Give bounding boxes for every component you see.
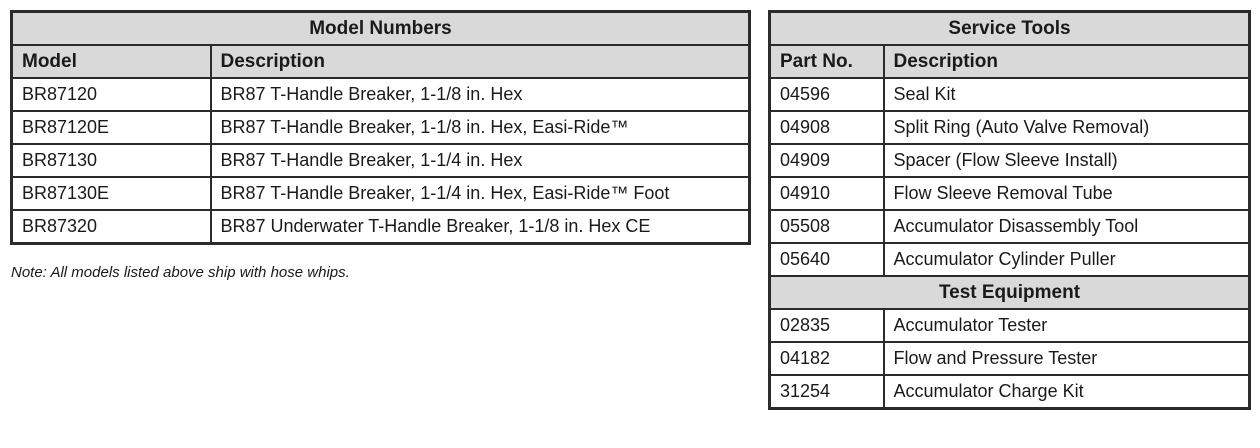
test-equipment-title-row [770, 276, 1250, 309]
part-no-cell: 04596 [770, 78, 884, 111]
description-cell: BR87 T-Handle Breaker, 1-1/4 in. Hex, Easi-Ride™ Foot [211, 177, 750, 210]
part-no-cell: 04909 [770, 144, 884, 177]
description-column-header: Description [884, 45, 1250, 78]
table-row [770, 243, 1250, 276]
description-cell: Flow and Pressure Tester [884, 342, 1250, 375]
model-cell: BR87120E [12, 111, 211, 144]
description-column-header: Description [211, 45, 750, 78]
description-cell: Flow Sleeve Removal Tube [884, 177, 1250, 210]
description-cell: Accumulator Tester [884, 309, 1250, 342]
part-no-cell: 02835 [770, 309, 884, 342]
table-row [12, 78, 750, 111]
service-tools-header-row [770, 45, 1250, 78]
part-no-cell: 31254 [770, 375, 884, 409]
description-cell: BR87 T-Handle Breaker, 1-1/4 in. Hex [211, 144, 750, 177]
description-cell: Split Ring (Auto Valve Removal) [884, 111, 1250, 144]
table-row [770, 78, 1250, 111]
table-row [12, 144, 750, 177]
service-tools-title: Service Tools [770, 12, 1250, 46]
model-numbers-header-row [12, 45, 750, 78]
part-no-cell: 04910 [770, 177, 884, 210]
description-cell: BR87 Underwater T-Handle Breaker, 1-1/8 in. Hex CE [211, 210, 750, 244]
description-cell: Accumulator Disassembly Tool [884, 210, 1250, 243]
model-numbers-title: Model Numbers [12, 12, 750, 46]
description-cell: Accumulator Charge Kit [884, 375, 1250, 409]
service-tools-title-row [770, 12, 1250, 46]
description-cell: Seal Kit [884, 78, 1250, 111]
table-row [12, 111, 750, 144]
part-no-cell: 05508 [770, 210, 884, 243]
test-equipment-title: Test Equipment [770, 276, 1250, 309]
table-row [12, 210, 750, 244]
table-row [770, 309, 1250, 342]
model-cell: BR87130E [12, 177, 211, 210]
description-cell: Accumulator Cylinder Puller [884, 243, 1250, 276]
description-cell: BR87 T-Handle Breaker, 1-1/8 in. Hex, Easi-Ride™ [211, 111, 750, 144]
part-no-column-header: Part No. [770, 45, 884, 78]
model-column-header: Model [12, 45, 211, 78]
part-no-cell: 04908 [770, 111, 884, 144]
table-row [12, 177, 750, 210]
model-numbers-table [10, 10, 751, 245]
description-cell: BR87 T-Handle Breaker, 1-1/8 in. Hex [211, 78, 750, 111]
model-numbers-title-row [12, 12, 750, 46]
service-tools-table [768, 10, 1251, 410]
table-row [770, 210, 1250, 243]
table-row [770, 144, 1250, 177]
table-row [770, 177, 1250, 210]
description-cell: Spacer (Flow Sleeve Install) [884, 144, 1250, 177]
model-cell: BR87130 [12, 144, 211, 177]
table-row [770, 342, 1250, 375]
model-cell: BR87320 [12, 210, 211, 244]
part-no-cell: 05640 [770, 243, 884, 276]
model-cell: BR87120 [12, 78, 211, 111]
model-numbers-note: Note: All models listed above ship with hose whips. [11, 264, 350, 281]
part-no-cell: 04182 [770, 342, 884, 375]
table-row [770, 375, 1250, 409]
table-row [770, 111, 1250, 144]
